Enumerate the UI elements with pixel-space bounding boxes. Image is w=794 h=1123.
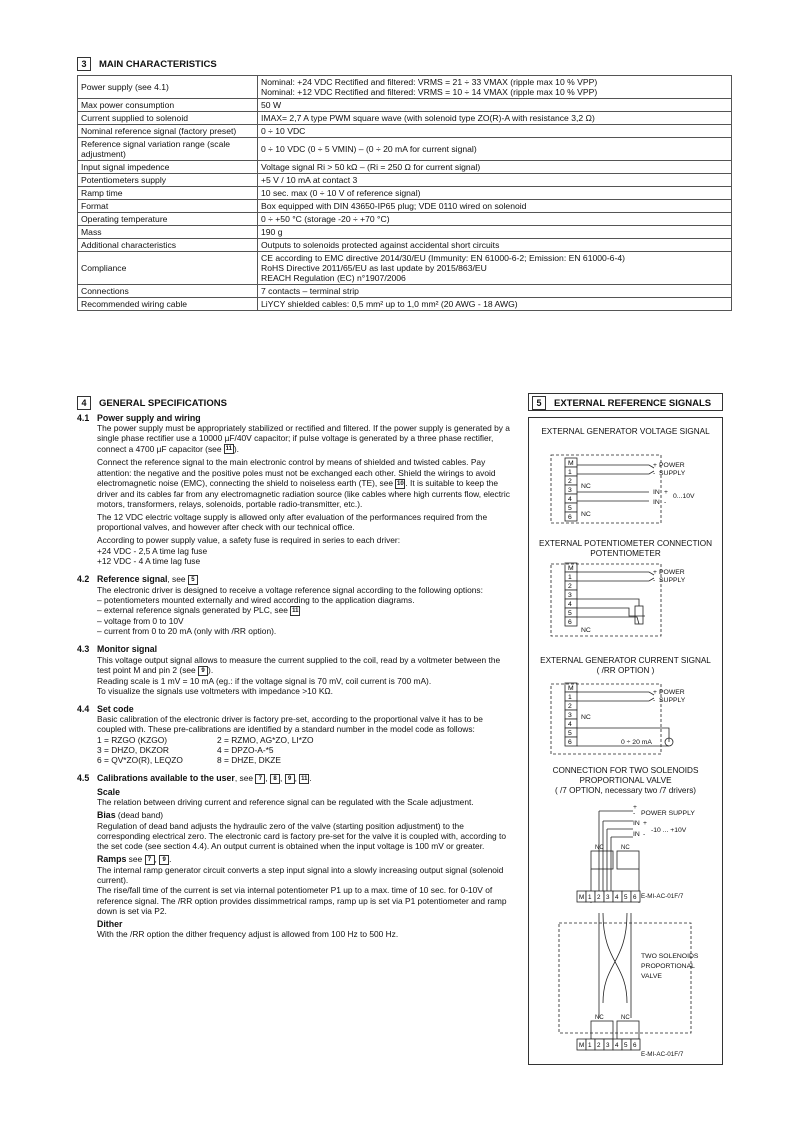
pin-label: 4	[568, 496, 572, 503]
table-row	[78, 174, 732, 187]
power-minus-label: -	[653, 697, 656, 704]
in-label: IN	[653, 499, 660, 506]
subsection-4-2: 4.2 Reference signal, see 5 The electronic driver is designed to receive a voltage reference signal according to the following options: – potentiometers mounted externally and wired according to the application diagrams. – external reference signals generated by PLC, see 11 – voltage from 0 to 10V – current from 0 to 20 mA (only with /RR option).	[77, 574, 510, 636]
row-value	[258, 252, 732, 285]
value-line: Box equipped with DIN 43650-IP65 plug; VDE 0110 wired on solenoid	[261, 201, 527, 211]
pin-label: M	[568, 565, 574, 572]
subsection-number: 4.3	[77, 644, 90, 655]
diagram-current-subtitle: ( /RR OPTION )	[596, 666, 655, 675]
pin-label: 4	[568, 721, 572, 728]
subsection-title: Set code	[97, 703, 134, 714]
value-line: Nominal: +24 VDC Rectified and filtered: VRMS = 21 ÷ 33 VMAX (ripple max 10 % VPP)	[261, 77, 598, 87]
pin-label: 6	[633, 894, 637, 901]
paragraph: Connect the reference signal to the main electronic control by means of shielded and twisted cables. Pay attention: the negative and the positive poles must not be exchanged each other. Shield the wirings to avoid electromagnetic noise (EMC), connecting the shield to noiseless earth (TE), see 10 . It is suitable to keep the driver and its cables far from any electromagnetic radiation source (like cables where high currents flow, electric motors, transformers, relays, solenoids, portable radio-transmitter, etc.).	[97, 457, 510, 509]
external-reference-signals-panel	[528, 417, 723, 1065]
fuse-12: +12 VDC - 4 A time lag fuse	[97, 555, 201, 566]
figure-ref[interactable]: 9	[198, 666, 208, 676]
diagram-two-solenoids	[529, 803, 722, 1058]
set-codes	[97, 735, 510, 766]
paragraph: According to power supply value, a safety fuse is required in series to each driver:	[97, 535, 401, 546]
supply-label: SUPPLY	[659, 470, 686, 477]
set-code: 8 = DHZE, DKZE	[217, 754, 281, 765]
table-row	[78, 252, 732, 285]
paragraph: Basic calibration of the electronic driver is factory pre-set, according to the proportional valve it has to be coupled with. These pre-calibrations are identified by a standard number in the model code as follows:	[97, 714, 483, 735]
power-plus-label: +	[653, 689, 657, 696]
value-line: LiYCY shielded cables: 0,5 mm² up to 1,0 mm² (20 AWG - 18 AWG)	[261, 299, 518, 309]
pin-label: 3	[606, 894, 610, 901]
pin-label: 6	[568, 619, 572, 626]
row-value	[258, 226, 732, 239]
paragraph: The electronic driver is designed to receive a voltage reference signal according to the following options:	[97, 584, 483, 595]
row-key: Input signal impedence	[78, 161, 258, 174]
value-line: IMAX= 2,7 A type PWM square wave (with solenoid type ZO(R)-A with resistance 3,2 Ω)	[261, 113, 595, 123]
in-plus-label: +	[664, 489, 668, 496]
paragraph: The power supply must be appropriately stabilized or rectified and filtered. If the power supply is generated by a single phase rectifier use a 10000 µF/40V capacitor; if pulse voltage is generated by a three phase rectifier, connect a 4700 µF capacitor (see 11 ).	[97, 423, 510, 454]
set-code: 1 = RZGO (KZGO)	[97, 734, 168, 745]
in-label: IN	[633, 831, 640, 838]
value-line: 0 ÷ 10 VDC (0 ÷ 5 VMIN) – (0 ÷ 20 mA for current signal)	[261, 144, 477, 154]
table-row	[78, 125, 732, 138]
row-key: Power supply (see 4.1)	[78, 76, 258, 99]
pin-label: 5	[624, 1042, 628, 1049]
supply-label: SUPPLY	[659, 697, 686, 704]
diagram-current-signal	[529, 680, 722, 765]
value-line: 190 g	[261, 227, 283, 237]
fuse-24: +24 VDC - 2,5 A time lag fuse	[97, 545, 208, 556]
table-row	[78, 138, 732, 161]
diagram-potentiometer	[529, 560, 722, 645]
pin-label: 2	[568, 583, 572, 590]
reference-options-list	[97, 595, 510, 636]
diagram-voltage-title: EXTERNAL GENERATOR VOLTAGE SIGNAL	[541, 427, 710, 436]
pin-label: 2	[597, 894, 601, 901]
set-code-row	[97, 735, 510, 745]
subsection-title: Reference signal	[97, 574, 168, 584]
pin-label: 3	[568, 712, 572, 719]
power-supply-label: POWER SUPPLY	[641, 810, 695, 817]
nc-label: NC	[621, 845, 630, 851]
value-line: Nominal: +12 VDC Rectified and filtered: VRMS = 10 ÷ 14 VMAX (ripple max 10 % VPP)	[261, 87, 598, 97]
set-code-row	[97, 755, 510, 765]
nc-label: NC	[595, 845, 604, 851]
diagram-potentiometer-title: EXTERNAL POTENTIOMETER CONNECTION POTENTIOMETER	[538, 539, 712, 558]
calibration-ramps-title: Ramps	[97, 854, 127, 865]
set-code: 6 = QV*ZO(R), LEQZO	[97, 754, 183, 765]
paragraph: Reading scale is 1 mV = 10 mA (eg.: if the voltage signal is 70 mV, coil current is 700 mA).	[97, 675, 432, 686]
paragraph: To visualize the signals use voltmeters with impedance >10 KΩ.	[97, 685, 333, 696]
subsection-title: Power supply and wiring	[97, 413, 201, 423]
pin-label: 5	[568, 610, 572, 617]
power-minus-label: -	[653, 577, 656, 584]
table-row	[78, 213, 732, 226]
value-line: 10 sec. max (0 ÷ 10 V of reference signal)	[261, 188, 421, 198]
valve-label-2: PROPORTIONAL	[641, 963, 695, 970]
figure-ref[interactable]: 8	[270, 774, 280, 784]
pin-label: 3	[606, 1042, 610, 1049]
value-line: RoHS Directive 2011/65/EU as last update by 2015/863/EU	[261, 263, 487, 273]
row-value	[258, 76, 732, 99]
calibration-dither-title: Dither	[97, 918, 123, 929]
value-line: 0 ÷ 10 VDC	[261, 126, 306, 136]
pin-label: 5	[624, 894, 628, 901]
ps-plus-label: +	[633, 804, 637, 811]
ps-minus-label: -	[633, 810, 636, 817]
table-row	[78, 298, 732, 311]
value-line: Outputs to solenoids protected against accidental short circuits	[261, 240, 500, 250]
figure-ref[interactable]: 9	[285, 774, 295, 784]
card-label: E-MI-AC-01F/7	[641, 1051, 684, 1058]
pin-label: 6	[633, 1042, 637, 1049]
table-row	[78, 161, 732, 174]
row-key: Current supplied to solenoid	[78, 112, 258, 125]
diagram-two-solenoids-subtitle: ( /7 OPTION, necessary two /7 drivers)	[554, 786, 697, 795]
row-key: Mass	[78, 226, 258, 239]
power-label: POWER	[659, 689, 685, 696]
value-line: +5 V / 10 mA at contact 3	[261, 175, 358, 185]
row-value	[258, 125, 732, 138]
row-key: Max power consumption	[78, 99, 258, 112]
supply-label: SUPPLY	[659, 577, 686, 584]
nc-label: NC	[581, 511, 591, 518]
section-3-header	[77, 57, 217, 71]
value-line: 7 contacts – terminal strip	[261, 286, 359, 296]
calibration-scale-title: Scale	[97, 786, 120, 797]
subsection-4-3	[77, 644, 510, 696]
row-value	[258, 200, 732, 213]
paragraph: Regulation of dead band adjusts the hydraulic zero of the valve (starting position adjustment) to the corresponding electrical zero. The electronic card is factory pre-set for the valve it is coupled with, according to the set code (see section 4.4). An output current is obtained when the input voltage is 100 mV or greater.	[97, 820, 507, 851]
subsection-number: 4.2	[77, 574, 90, 584]
range-voltage-label: 0...10V	[673, 493, 695, 500]
subsection-title: Calibrations available to the user	[97, 773, 235, 784]
subsection-number: 4.5	[77, 773, 90, 784]
set-code: 4 = DPZO-A-*5	[217, 744, 274, 755]
figure-ref[interactable]: 11	[292, 607, 299, 614]
pin-label: 1	[568, 694, 572, 701]
value-line: 50 W	[261, 100, 282, 110]
section-number: 3	[77, 57, 91, 71]
figure-ref[interactable]: 11	[301, 775, 308, 782]
row-key: Connections	[78, 285, 258, 298]
pin-label: 2	[597, 1042, 601, 1049]
row-key: Format	[78, 200, 258, 213]
row-key: Ramp time	[78, 187, 258, 200]
row-key: Additional characteristics	[78, 239, 258, 252]
nc-label: NC	[581, 627, 591, 634]
pin-label: M	[568, 460, 574, 467]
power-label: POWER	[659, 462, 685, 469]
power-minus-label: -	[653, 470, 656, 477]
nc-label: NC	[581, 483, 591, 490]
nc-label: NC	[581, 714, 591, 721]
card-label: E-MI-AC-01F/7	[641, 893, 684, 900]
power-label: POWER	[659, 569, 685, 576]
row-value	[258, 213, 732, 226]
paragraph: With the /RR option the dither frequency adjust is allowed from 100 Hz to 500 Hz.	[97, 929, 399, 940]
pin-label: 1	[568, 469, 572, 476]
table-row	[78, 239, 732, 252]
pin-label: 5	[568, 505, 572, 512]
pin-label: 5	[568, 730, 572, 737]
set-code: 3 = DHZO, DKZOR	[97, 744, 169, 755]
figure-ref[interactable]: 7	[255, 774, 265, 784]
in-minus-label: -	[643, 831, 646, 838]
power-plus-label: +	[653, 569, 657, 576]
row-key: Nominal reference signal (factory preset)	[78, 125, 258, 138]
valve-label-3: VALVE	[641, 973, 662, 980]
subsection-number: 4.4	[77, 703, 90, 714]
value-line: Voltage signal Ri > 50 kΩ – (Ri = 250 Ω for current signal)	[261, 162, 481, 172]
row-key: Compliance	[78, 252, 258, 285]
section-title: EXTERNAL REFERENCE SIGNALS	[554, 397, 712, 409]
paragraph: This voltage output signal allows to measure the current supplied to the coil, read by a voltmeter between the test point M and pin 2 (see 9 ).	[97, 654, 501, 675]
paragraph: The internal ramp generator circuit converts a step input signal into a slowly increasing output signal (solenoid current).	[97, 864, 504, 886]
in-plus-label: +	[643, 820, 647, 827]
range-pm-label: -10 ... +10V	[651, 827, 687, 834]
figure-ref[interactable]: 7	[145, 855, 155, 865]
section-number: 4	[77, 396, 91, 410]
pin-label: 6	[568, 514, 572, 521]
pin-label: 1	[568, 574, 572, 581]
subsection-4-5: 4.5 Calibrations available to the user, see 7 , 8 , 9 , 11 . Scale The relation between driving current and reference signal can be regulated with the Scale adjustment. Bias (dead band) Regulation of dead band adjusts the hydraulic zero of the valve (starting position adjustment) to the corresponding electrical zero. The electronic card is factory pre-set for the valve it is coupled with, according to the set code (see section 4.4). An output current is obtained when the input voltage is 100 mV or greater. Ramps see 7 , 9 . The internal ramp generator circuit converts a step input signal into a slowly increasing output signal (solenoid current). The rise/fall time of the current is set via internal potentiometer P1 up to a max. time of 10 sec. for 0-10V of reference signal. The /RR option provides dissimmetrical ramps, ramp up is set via P1 potentiometer and ramp down is set via P2. Dither With the /RR option the dither frequency adjust is allowed from 100 Hz to 500 Hz.	[77, 773, 510, 939]
figure-ref[interactable]: 11	[225, 446, 232, 453]
section-title: MAIN CHARACTERISTICS	[99, 58, 217, 70]
section-number: 5	[532, 396, 546, 410]
paragraph: The rise/fall time of the current is set via internal potentiometer P1 up to a max. time of 10 sec. for 0-10V of reference signal. The /RR option provides dissimmetrical ramps, ramp up is set via P1 potentiometer and ramp down is set via P2.	[97, 885, 507, 916]
row-key: Recommended wiring cable	[78, 298, 258, 311]
row-value	[258, 138, 732, 161]
value-line: REACH Regulation (EC) n°1907/2006	[261, 273, 406, 283]
table-row	[78, 226, 732, 239]
paragraph: The relation between driving current and reference signal can be regulated with the Scale adjustment.	[97, 797, 474, 808]
row-key: Reference signal variation range (scale adjustment)	[78, 138, 258, 161]
table-row	[78, 200, 732, 213]
list-item: – current from 0 to 20 mA (only with /RR option).	[97, 626, 510, 636]
diagram-current-title: EXTERNAL GENERATOR CURRENT SIGNAL	[540, 656, 711, 665]
pin-label: 6	[568, 739, 572, 746]
section-5-header	[532, 396, 711, 410]
range-current-label: 0 ÷ 20 mA	[621, 739, 652, 746]
pin-label: 1	[588, 1042, 592, 1049]
in-label: IN	[653, 489, 660, 496]
section-5-header-box	[528, 393, 723, 411]
nc-label: NC	[595, 1015, 604, 1021]
diagram-voltage-signal	[529, 440, 722, 545]
nc-label: NC	[621, 1015, 630, 1021]
pin-label: M	[579, 1042, 585, 1049]
general-specifications	[77, 413, 510, 942]
row-value	[258, 161, 732, 174]
table-row	[78, 76, 732, 99]
table-row	[78, 187, 732, 200]
figure-ref[interactable]: 5	[188, 575, 198, 585]
row-value	[258, 298, 732, 311]
set-code: 2 = RZMO, AG*ZO, LI*ZO	[217, 734, 314, 745]
table-row	[78, 285, 732, 298]
pin-label: M	[579, 894, 585, 901]
pin-label: 2	[568, 703, 572, 710]
value-line: 0 ÷ +50 °C (storage -20 ÷ +70 °C)	[261, 214, 390, 224]
row-key: Potentiometers supply	[78, 174, 258, 187]
pin-label: 1	[588, 894, 592, 901]
subsection-4-1	[77, 413, 510, 566]
pin-label: 3	[568, 592, 572, 599]
value-line: CE according to EMC directive 2014/30/EU (Immunity: EN 61000-6-2; Emission: EN 61000-6-4)	[261, 253, 625, 263]
list-item: – potentiometers mounted externally and wired according to the application diagrams.	[97, 595, 510, 605]
subsection-title: Monitor signal	[97, 644, 158, 655]
row-value	[258, 99, 732, 112]
row-value	[258, 187, 732, 200]
in-minus-label: -	[664, 499, 667, 506]
diagram-two-solenoids-title: CONNECTION FOR TWO SOLENOIDS PROPORTIONAL VALVE	[552, 766, 699, 785]
table-row	[78, 99, 732, 112]
figure-ref[interactable]: 9	[159, 855, 169, 865]
figure-ref[interactable]: 10	[397, 480, 404, 487]
subsection-number: 4.1	[77, 413, 90, 423]
valve-label-1: TWO SOLENOIDS	[641, 953, 699, 960]
pin-label: 4	[615, 894, 619, 901]
row-value	[258, 285, 732, 298]
main-characteristics-table	[77, 75, 732, 311]
pin-label: 4	[615, 1042, 619, 1049]
paragraph: The 12 VDC electric voltage supply is allowed only after evaluation of the performances required from the proportional valves, and however after check with our technical office.	[97, 511, 488, 533]
set-code-row	[97, 745, 510, 755]
row-value	[258, 174, 732, 187]
power-plus-label: +	[653, 462, 657, 469]
row-value	[258, 112, 732, 125]
section-title: GENERAL SPECIFICATIONS	[99, 397, 227, 409]
pin-label: 4	[568, 601, 572, 608]
table-row	[78, 112, 732, 125]
row-key: Operating temperature	[78, 213, 258, 226]
pin-label: M	[568, 685, 574, 692]
list-item: – voltage from 0 to 10V	[97, 616, 510, 626]
subsection-4-4	[77, 704, 510, 765]
pin-label: 3	[568, 487, 572, 494]
in-label: IN	[633, 820, 640, 827]
list-item: – external reference signals generated by PLC, see 11	[97, 605, 510, 616]
calibration-bias-title: Bias	[97, 810, 116, 821]
row-value	[258, 239, 732, 252]
section-4-header	[77, 396, 227, 410]
pin-label: 2	[568, 478, 572, 485]
